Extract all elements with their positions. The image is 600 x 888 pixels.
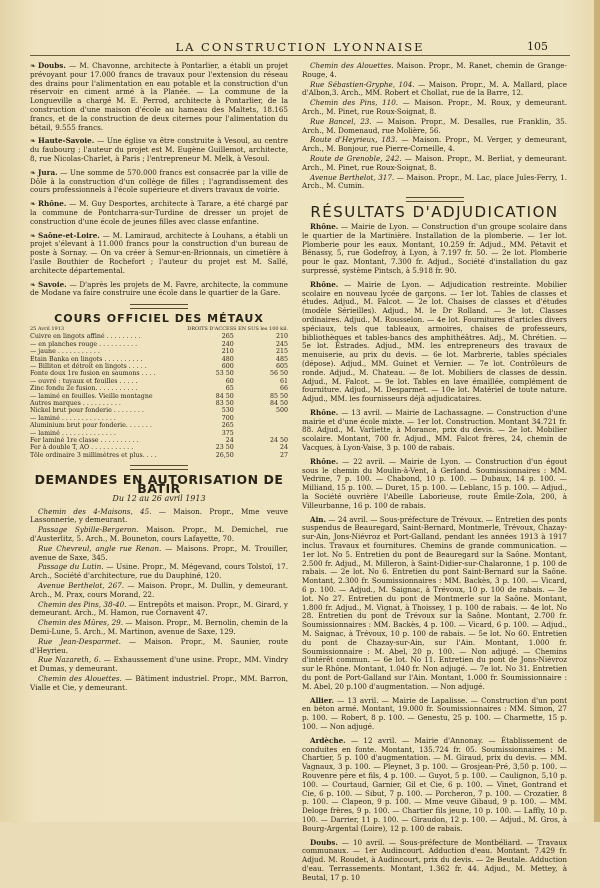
demande-text: — Maison. Propr., Mme veuve Lassonnerie, y demeurant. [30, 506, 288, 525]
metal-row [30, 407, 288, 414]
metal-row [30, 415, 288, 422]
metal-row [30, 356, 288, 363]
metal-price-duty: 27 [279, 451, 288, 459]
metal-price-duty [241, 422, 288, 429]
metal-price-duty: 84 50 [269, 399, 288, 407]
metal-price: 700 [221, 414, 234, 422]
notice-paragraph [30, 281, 288, 299]
metal-row [30, 437, 288, 444]
metals-table [30, 326, 288, 459]
metal-price: 210 [221, 348, 234, 356]
metal-row [30, 378, 288, 385]
metal-row [30, 385, 288, 392]
notice-text: — M. Guy Desportes, architecte à Tarare, a été chargé par la commune de Pontcharra-sur-Turdine de dresser un projet de construction d'une école de jeunes filles avec classe enfantine. [30, 199, 288, 226]
notice-paragraph [30, 137, 288, 163]
metal-label: — laminé en feuilles. Vieille montagne [30, 392, 153, 400]
demande-text: Maison. Propr., M. Ranet, chemin de Grange-Rouge, 4. [302, 61, 567, 79]
demande-entry [30, 526, 288, 544]
demande-text: — Maison. Propr., M. Dullin, y demeurant. Arch., M. Prax, cours Morand, 22. [30, 581, 288, 599]
metal-label: Aluminium brut pour fonderie. . . . . . . [30, 422, 152, 430]
demande-entry [302, 174, 567, 192]
metal-row [30, 333, 288, 340]
metal-price: 84 50 [215, 392, 234, 400]
demande-text: — Maison. Propr., M. Saunier, route d'Heyrieu. [30, 636, 288, 655]
notice-text: — Une somme de 570.000 francs est consacrée par la ville de Dôle à la construction d'un collège de filles ; l'agrandissement des cours professionnels à l'école supérieure et divers travaux de voirie. [30, 167, 288, 195]
metal-price: 53 50 [215, 370, 234, 378]
metal-gap [234, 422, 242, 429]
demande-street: Passage Sybille-Bergeron. [38, 525, 139, 535]
metal-price-duty: 85 50 [269, 392, 288, 400]
demande-text: — Maison. Propr., M. Desalles, rue Franklin, 35. Arch., M. Domenaud, rue Molière, 56. [302, 116, 567, 135]
notice-paragraph [30, 62, 288, 132]
resultat-department: Ardèche. [310, 735, 346, 745]
demande-text: — Exhaussement d'une usine. Propr., MM. Vindry et Dumas, y demeurant. [30, 655, 289, 674]
metal-row [30, 444, 288, 451]
demande-street: Rue Bancel, 23. [310, 116, 372, 126]
notice-department: Jura. [38, 167, 58, 177]
demande-street: Passage du Lutin. [38, 562, 104, 572]
metal-gap [234, 430, 242, 437]
resultat-department: Doubs. [310, 837, 338, 847]
notice-text: — M. Chavonne, architecte à Pontarlier, a établi un projet prévoyant pour 17.000 francs de travaux pour l'extension du réseau des drains pour l'alimentation en eau potable et la construction d'un réservoir en ciment armé à la Planée. — La commune de la Longueville a chargé M. E. Perrod, architecte à Pontarlier, de la construction d'une maison d'école au hameau des Maltets, 18.165 francs, et de la construction de deux citernes pour l'alimentation du bétail, 9.555 francs. [30, 61, 288, 132]
demande-street: Rue Nazareth, 6. [38, 655, 101, 665]
separator [130, 465, 188, 470]
metal-label: Cuivre en lingots affiné . . . . . . . . . [30, 333, 141, 341]
demande-street: Rue Jean-Desparmet. [38, 636, 121, 646]
demande-entry [30, 601, 288, 619]
metal-gap [234, 356, 242, 363]
metal-row [30, 363, 288, 370]
metal-label: — ouvré : tuyaux et feuilles . . . . . [30, 377, 138, 385]
demande-street: Rue Sébastien-Gryphe, 104. [310, 79, 415, 89]
leaf-ornament-icon: ❧ [30, 199, 37, 209]
metal-price: 480 [221, 355, 234, 363]
resultat-entry [302, 737, 567, 834]
metal-price-duty: 56 50 [269, 370, 288, 378]
metal-gap [234, 370, 242, 377]
notice-department: Saône-et-Loire. [38, 230, 100, 240]
metal-price: 26,50 [215, 451, 234, 459]
metals-title: COURS OFFICIEL DES MÉTAUX [54, 312, 264, 326]
metal-gap [234, 348, 242, 355]
metal-row [30, 422, 288, 429]
metal-price-duty: 24 50 [269, 437, 288, 445]
metal-price: 375 [221, 429, 234, 437]
resultat-department: Rhône. [310, 456, 339, 466]
metal-label: Autres marques . . . . . . . . . . [30, 399, 121, 407]
metal-gap [234, 333, 242, 340]
demandes-list-continued [302, 62, 567, 191]
demande-entry [30, 638, 288, 656]
demande-text: Maison. Propr., M. Demichel, rue d'Austerlitz, 5. Arch., M. Bouneton, cours Lafayette, 70. [30, 525, 289, 544]
metal-gap [234, 415, 242, 422]
metal-price: 24 [225, 437, 234, 445]
metal-price-duty: 66 [279, 385, 288, 393]
notice-paragraph [30, 169, 288, 195]
demande-entry [30, 508, 288, 526]
metal-label: — laminé . . . . . . . . . . . . . . [30, 429, 116, 437]
resultat-entry [302, 458, 567, 511]
building-notices [30, 62, 288, 298]
demande-street: Route d'Heyrieux, 183. [310, 135, 398, 145]
demandes-list [30, 508, 288, 693]
resultat-entry [302, 281, 567, 404]
metal-gap [234, 407, 242, 414]
leaf-ornament-icon: ❧ [30, 167, 37, 177]
resultat-text: — 13 avril. — Mairie de Lachassagne. — Construction d'une mairie et d'une école mixte. — 1er lot. Construction. Montant 34.721 fr. 88. Adjud., M. Varliette, à Morance, prix du devis. — 2e lot. Mobilier scolaire. Montant, 700 fr. Adjud., MM. Falcot frères, 24, chemin de Vacques, à Lyon-Vaise, 3 p. 100 de rabais. [302, 407, 567, 453]
page-edge [594, 0, 600, 822]
resultats-list [302, 223, 567, 883]
metal-gap [234, 400, 242, 407]
metal-label: Fer à double T, AO . . . . . . . . . . . [30, 444, 134, 452]
metal-gap [234, 341, 242, 348]
metals-header-row [30, 326, 288, 333]
demande-text: — Bâtiment industriel. Propr., MM. Barron, Vialle et Cie, y demeurant. [30, 673, 288, 692]
resultat-text: — 12 avril. — Mairie d'Annonay. — Établissement de conduites en fonte. Montant, 135.724 fr. 05. Soumissionnaires : M. Chartier, 5 p. 100 d'augmentation. — M. Giraud, prix du devis. — MM. Vagnaux, 3 p. 100. — Pleynet, 3 p. 100. — Grosjean-Pré, 3,50 p. 100. — Rouvenre père et fils, 4 p. 100. — Guyot, 5 p. 100. — Caulignon, 5,10 p. 100. — Courtaud, Garnier, Gil et Cie, 6 p. 100. — Vinet, Gontrand et Cie, 6 p. 100. — Sibut, 7 p. 100. — Porcheron, 7 p. 100. — Crozatier, 8 p. 100. — Clapeon, 9 p. 100. — Mme veuve Gibaud, 9 p. 100. — MM. Deloge frères, 9 p. 100. — Chartier fils jeune, 10 p. 100. — Laffly, 10 p. 100. — Darrier, 11 p. 100. — Giraudon, 12 p. 100. — Adjud., M. Gros, à Bourg-Argental (Loire), 12 p. 100 de rabais. [302, 735, 567, 833]
metals-date: 25 Avril 1913 [30, 325, 65, 332]
demande-street: Chemin des Mûres, 29. [38, 618, 124, 628]
metal-price-duty: 500 [275, 407, 288, 415]
demande-entry [302, 62, 567, 80]
resultat-entry [302, 409, 567, 453]
metal-price: 83 50 [215, 399, 234, 407]
demande-text: — Maison. Propr., M. Roux, y demeurant. Arch., M. Pinet, rue Roux-Soignat, 8. [302, 98, 567, 116]
metals-unit-header: DROITS D'ACCESS EN SUS les 100 kil. [187, 325, 288, 332]
notice-text: — M. Lamiraud, architecte à Louhans, a établi un projet s'élevant à 11.000 francs pour la construction d'un bureau de poste à Sornay. — On va créer à Semur-en-Brionnais, un cimetière à l'asile Bouthier de Rochefort ; l'auteur du projet est M. Sallé, architecte départemental. [30, 230, 288, 275]
metal-gap [234, 444, 242, 451]
demandes-title: DEMANDES EN AUTORISATION DE BATIR [34, 472, 284, 497]
demande-text: — Maisons. Propr., M. Trouiller, avenue de Saxe, 345. [30, 543, 288, 562]
metal-row [30, 430, 288, 437]
separator [406, 197, 464, 202]
running-header: LA CONSTRUCTION LYONNAISE [175, 40, 425, 54]
metal-label: Nickel brut pour fonderie . . . . . . . . [30, 407, 144, 415]
metal-price-duty: 605 [275, 362, 288, 370]
demande-street: Rue Chevreul, angle rue Renan. [38, 543, 162, 553]
metal-row [30, 400, 288, 407]
resultats-title: RÉSULTATS D'ADJUDICATION [310, 203, 559, 222]
separator [130, 304, 188, 309]
notice-department: Haute-Savoie. [38, 136, 95, 146]
metal-row [30, 341, 288, 348]
demande-street: Route de Grenoble, 242. [310, 153, 402, 163]
resultat-text: — 22 avril. — Mairie de Lyon. — Construction d'un égout sous le chemin du Moulin-à-Vent, à Gerland. Soumissionnaires : MM. Vedrine, 7 p. 100. — Chabond, 10 p. 100. — Dubaux, 14 p. 100. — Milliand, 15 p. 100. — Duret, 15 p. 100. — Leblanc, 15 p. 100. — Adjud., la Société ouvrière l'Abeille Laborieuse, route Émile-Zola, 200, à Villeurbanne, 16 p. 100 de rabais. [302, 456, 567, 510]
page-number: 105 [527, 40, 548, 53]
metal-gap [234, 393, 242, 400]
demande-street: Chemin des 4-Maisons, 45. [38, 506, 152, 516]
metal-row [30, 370, 288, 377]
metal-label: Fer laminé 1re classe . . . . . . . . . . [30, 437, 139, 445]
metal-price: 23 50 [215, 444, 234, 452]
demande-street: Chemin des Alouettes. [38, 673, 122, 683]
notice-paragraph [30, 232, 288, 276]
leaf-ornament-icon: ❧ [30, 136, 37, 146]
metal-row [30, 393, 288, 400]
resultat-entry [302, 516, 567, 692]
demande-text: — Maison. Propr., M. Bernolin, chemin de la Demi-Lune, 5. Arch., M. Martinon, avenue de Saxe, 129. [30, 618, 288, 636]
metal-label: Etain Banka en lingots . . . . . . . . . . [30, 355, 143, 363]
header-rule [30, 55, 570, 56]
leaf-ornament-icon: ❧ [30, 279, 37, 289]
demande-entry [30, 656, 288, 674]
metal-price-duty [241, 415, 288, 422]
metal-label: — Billiton et détroit en lingots . . . . . [30, 362, 147, 370]
demande-entry [302, 155, 567, 173]
metal-price: 240 [221, 340, 234, 348]
resultat-text: — Mairie de Lyon. — Construction d'un groupe scolaire dans le quartier de la Martinière. Installation de la plomberie. — 1er lot. Plomberie pour les eaux. Montant, 10.259 fr. Adjud., MM. Pétavit et Bénassy, 5, rue Godefroy, à Lyon, à 7.197 fr. 50. — 2e lot. Plomberie pour le gaz. Montant, 7.300 fr. Adjud., Société d'installation du gaz surpressé, système Pintsch, à 5.918 fr. 90. [302, 221, 567, 275]
metal-price-duty: 61 [279, 377, 288, 385]
demande-entry [30, 619, 288, 637]
demande-text: — Entrepôts et maison. Propr., M. Girard, y demeurant. Arch., M. Hamon, rue Cornavent 47. [30, 599, 288, 618]
metal-price-duty: 24 [279, 444, 288, 452]
metal-price-duty: 210 [275, 333, 288, 341]
resultat-entry [302, 697, 567, 732]
metal-price: 600 [221, 362, 234, 370]
demande-text: — Maison. Propr., M. Berliat, y demeurant. Arch., M. Pinet, rue Roux-Soignat, 8. [302, 153, 567, 172]
resultat-text: — Mairie de Lyon. — Adjudication restreinte. Mobilier scolaire en nouveau lycée de garçons. — 1er lot. Tables de classes et études. Adjud., M. Falcot. — 2e lot. Chaises de classes et d'études (modèle Sérieilles). Adjud., M. le Dr Rolland. — 3e lot. Classes ordinaires. Adjud., M. Rousselon. — 4e lot. Fournitures d'articles divers spéciaux, tels que tableaux, armoires, chaises de professeurs, bibliothèques et tables-bancs des amphithéâtres. Adj., M. Chrétien. — 5e lot. Estrades. Adjud., MM. les entrepreneurs des travaux de menuiserie, au prix du devis. — 6e lot. Marbrerie, tables spéciales (dépose). Adjud., MM. Guinet et Vernier. — 7e lot. Contrôleurs de ronde. Adjud., M. Chateau. — 8e lot. Mobiliers de classes de dessin. Adjud., M. Falcot. — 9e lot. Tables en lave émaillée, complément de fourniture. Adjud., M. Desparmet. — 10e lot. Matériel de toute nature. Adjud., MM. les fournisseurs déjà adjudicataires. [302, 279, 567, 404]
demande-text: — Maison. Propr., M. A. Mallard, place d'Albon,3. Arch., MM. Robert et Chollat, rue de la Barre, 12. [302, 79, 567, 98]
metal-label: Fonte doux 1re fusion en saumons . . . . [30, 370, 156, 378]
demande-text: — Maison. Propr., M. Lac, place Jules-Ferry, 1. Arch., M. Cumin. [302, 172, 568, 191]
demande-entry [30, 545, 288, 563]
demande-entry [30, 675, 288, 693]
metal-gap [234, 452, 242, 459]
notice-text: — D'après les projets de M. Favre, architecte, la commune de Modane va faire construire une école dans le quartier de la Gare. [30, 279, 288, 298]
metal-price: 530 [221, 407, 234, 415]
notice-department: Doubs. [38, 61, 66, 70]
demande-entry [302, 136, 567, 154]
demandes-date: Du 12 au 26 avril 1913 [112, 493, 206, 503]
notice-text: — Une église va être construite à Vesoul, au centre du faubourg ; l'auteur du projet est M. Eugène Guillemot, architecte, 8, rue Nicolas-Charlet, à Paris ; l'entrepreneur M. Melk, à Vesoul. [30, 136, 288, 163]
metal-gap [234, 378, 242, 385]
resultat-entry [302, 839, 567, 883]
metal-row [30, 452, 288, 459]
demande-entry [30, 582, 288, 600]
resultat-department: Ain. [310, 514, 327, 524]
metal-gap [234, 363, 242, 370]
right-column [302, 62, 567, 888]
demande-street: Chemin des Alouettes. [310, 61, 394, 70]
resultat-text: — 24 avril. — Sous-préfecture de Trévoux. — Entretien des ponts suspendus de Beauregard, Saint-Bernard, Montmerle, Trévoux, Chazay-sur-Ain, Jons-Niévroz et Port-Galland, pendant les années 1913 à 1917 inclus. Travaux et fournitures. Chemins de grande communication. — 1er lot. No 5. Entretien du pont de Beauregard sur la Saône. Montant, 2.500 fr. Adjud., M. Milleron, à Saint-Didier-sur-Chalaronne, 1 p. 100 de rabais. — 2e lot. No 6. Entretien du pont Saint-Bernard sur la Saône. Montant, 2.300 fr. Soumissionnaires : MM. Backès, 3 p. 100. — Vicard, 6 p. 100. — Adjud., M. Saignac, à Trévoux, 10 p. 100 de rabais. — 3e lot. No 27. Entretien du pont de Montmerle sur la Saône. Montant, 1.800 fr. Adjud., M. Vignat, à Thoissey, 1 p. 100 de rabais. — 4e lot. No 28. Entretien du pont de Trévoux sur la Saône. Montant, 2.700 fr. Soumissionnaires : MM. Backès, 4 p. 100. — Vicard, 6 p. 100. — Adjud., M. Saignac, à Trévoux, 10 p. 100 de rabais. — 5e lot. No 60. Entretien du pont de Chazay-sur-Ain, sur l'Ain. Montant, 1.000 fr. Soumissionnaire : M. Abel, 20 p. 100. — Non adjugé. — Chemins d'intérêt commun. — 6e lot. No 11. Entretien du pont de Jons-Niévroz sur le Rhône. Montant, 1.040 fr. Non adjugé. — 7e lot. No 31. Entretien du pont de Port-Galland sur l'Ain. Montant, 1.000 fr. Soumissionnaire : M. Abel, 20 p.100 d'augmentation. — Non adjugé. [302, 514, 567, 691]
metal-price: 265 [221, 333, 234, 341]
metal-label: Tôle ordinaire 3 millimètres et plus. . . . [30, 451, 157, 459]
notice-department: Rhône. [38, 199, 67, 209]
resultat-text: — 13 avril. — Mairie de Lapalisse. — Construction d'un pont en béton armé. Montant, 19.000 fr. Soumissionnaires : MM. Simon, 27 p. 100. — Robert, 8 p. 100. — Genestu, 25 p. 100. — Charmette, 15 p. 100. — Non adjugé. [302, 695, 567, 731]
metal-price-duty: 245 [275, 340, 288, 348]
resultat-department: Allier. [310, 695, 334, 705]
metal-price-duty [241, 430, 288, 437]
metal-label: — jaune . . . . . . . . . . . [30, 348, 100, 356]
demande-entry [30, 563, 288, 581]
demande-entry [302, 81, 567, 99]
metal-label: Zinc fondu 2e fusion. . . . . . . . . . . [30, 385, 138, 393]
notice-department: Savoie. [38, 279, 67, 289]
resultat-text: — 10 avril. — Sous-préfecture de Montbéliard. — Travaux communaux. — 1er Audincourt. Adduction d'eau. Montant. 7.429 fr. Adjud. M. Roudet, à Audincourt, prix du devis. — 2e Beutale. Adduction d'eau. Terrassements. Montant, 1.362 fr. 44. Adjud., M. Mettey, à Beutal, 17 p. 10 [302, 837, 567, 882]
demande-street: Avenue Berthelot, 317. [310, 172, 395, 182]
leaf-ornament-icon: ❧ [30, 61, 37, 70]
metal-price: 265 [221, 422, 234, 430]
demande-entry [302, 118, 567, 136]
metal-price: 60 [225, 377, 234, 385]
metal-gap [234, 437, 242, 444]
demande-street: Chemin des Pins, 38-40. [38, 599, 127, 609]
demande-street: Avenue Berthelot, 267. [38, 581, 124, 590]
metal-gap [234, 385, 242, 392]
demande-street: Chemin des Pins, 110. [310, 98, 399, 108]
metal-label: — en planches rouge . . . . . . . . . . [30, 340, 138, 348]
demande-text: — Usine. Propr., M. Mégevand, cours Tolstoï, 17. Arch., Société d'architecture, rue du Dauphiné, 120. [30, 562, 289, 581]
resultat-department: Rhône. [310, 279, 339, 289]
metal-price-duty: 485 [275, 355, 288, 363]
resultat-entry [302, 223, 567, 276]
metal-label: — laminé . . . . . . . . . . . . . . [30, 414, 116, 422]
metal-price-duty: 215 [275, 348, 288, 356]
resultat-department: Rhône. [310, 221, 339, 231]
resultat-department: Rhône. [310, 407, 339, 417]
notice-paragraph [30, 200, 288, 226]
demande-text: — Maison. Propr., M. Verger, y demeurant, Arch., M. Bonjour, rue Pierre-Corneille, 4. [302, 135, 567, 154]
demande-entry [302, 99, 567, 117]
metal-price: 65 [225, 385, 234, 393]
left-column [30, 62, 288, 694]
metal-row [30, 348, 288, 355]
leaf-ornament-icon: ❧ [30, 230, 37, 240]
